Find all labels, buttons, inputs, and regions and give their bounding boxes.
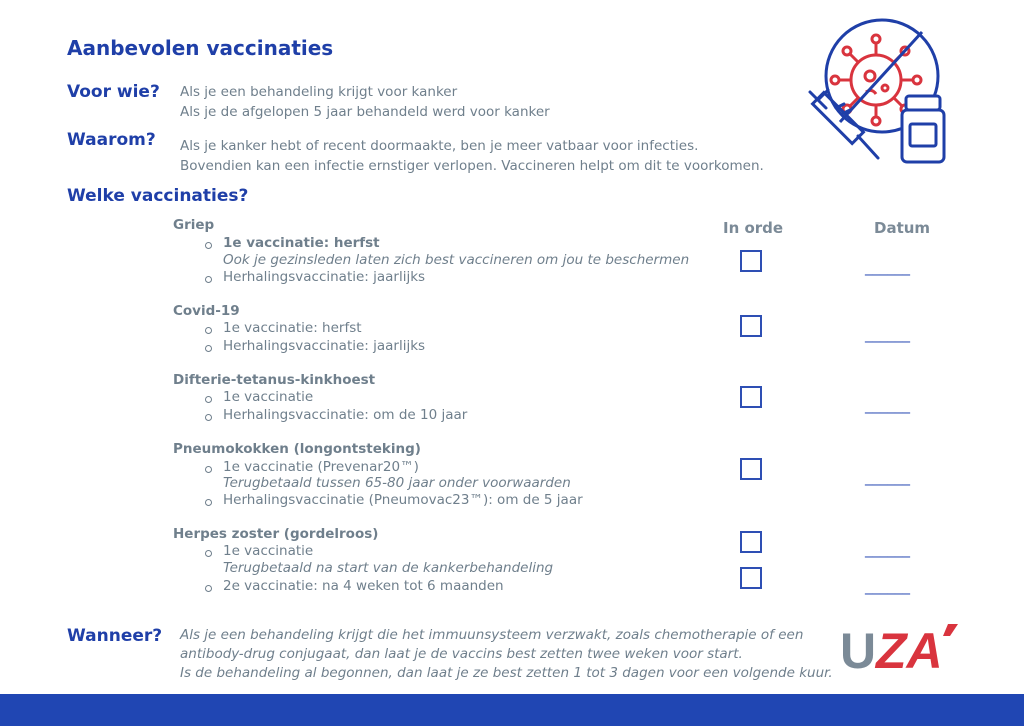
list-item: 2e vaccinatie: na 4 weken tot 6 maanden bbox=[223, 578, 504, 594]
date-field-griep[interactable]: ______ bbox=[865, 258, 910, 276]
group-title-griep: Griep bbox=[173, 217, 215, 233]
list-item: Herhalingsvaccinatie (Pneumovac23™): om de 5 jaar bbox=[223, 492, 583, 508]
uza-logo bbox=[840, 622, 960, 676]
wanneer-text bbox=[180, 626, 833, 683]
checkbox-herpes-1[interactable] bbox=[740, 531, 762, 553]
voor-wie-text bbox=[180, 82, 550, 122]
checkbox-pneumokokken[interactable] bbox=[740, 458, 762, 480]
list-item: Herhalingsvaccinatie: jaarlijks bbox=[223, 269, 426, 285]
list-item: 1e vaccinatie (Prevenar20™) bbox=[223, 459, 419, 475]
date-field-herpes-2[interactable]: ______ bbox=[865, 577, 910, 595]
voor-wie-line: Als je de afgelopen 5 jaar behandeld werd voor kanker bbox=[180, 104, 550, 120]
date-field-covid[interactable]: ______ bbox=[865, 325, 910, 343]
waarom-text bbox=[180, 136, 764, 176]
col-in-orde: In orde bbox=[723, 219, 784, 237]
wanneer-line: Als je een behandeling krijgt die het immuunsysteem verzwakt, zoals chemotherapie of een bbox=[180, 627, 804, 643]
date-field-difterie[interactable]: ______ bbox=[865, 396, 910, 414]
wanneer-label: Wanneer? bbox=[67, 626, 163, 646]
date-field-herpes-1[interactable]: ______ bbox=[865, 540, 910, 558]
footer-bar bbox=[0, 694, 1024, 726]
vaccinations-heading: Welke vaccinaties? bbox=[67, 186, 249, 206]
group-title-pneumokokken: Pneumokokken (longontsteking) bbox=[173, 441, 421, 457]
group-title-herpes: Herpes zoster (gordelroos) bbox=[173, 526, 379, 542]
list-item: 1e vaccinatie bbox=[223, 389, 314, 405]
uza-logo-text-za: ZA bbox=[876, 623, 943, 672]
list-item: Herhalingsvaccinatie: om de 10 jaar bbox=[223, 407, 468, 423]
list-item: 1e vaccinatie: herfst bbox=[223, 235, 380, 251]
voor-wie-label: Voor wie? bbox=[67, 82, 160, 102]
uza-logo-text: U bbox=[840, 623, 877, 672]
checkbox-herpes-2[interactable] bbox=[740, 567, 762, 589]
col-datum: Datum bbox=[874, 219, 931, 237]
page-title: Aanbevolen vaccinaties bbox=[67, 36, 334, 60]
group-title-covid: Covid-19 bbox=[173, 303, 240, 319]
list-item-note: Ook je gezinsleden laten zich best vaccineren om jou te beschermen bbox=[223, 252, 690, 268]
vaccine-virus-icon bbox=[800, 18, 960, 172]
list-item: 1e vaccinatie bbox=[223, 543, 314, 559]
wanneer-line: antibody-drug conjugaat, dan laat je de vaccins best zetten twee weken voor start. bbox=[180, 646, 743, 662]
list-item: 1e vaccinatie: herfst bbox=[223, 320, 362, 336]
waarom-label: Waarom? bbox=[67, 130, 156, 150]
list-item-note: Terugbetaald na start van de kankerbehandeling bbox=[223, 560, 554, 576]
checkbox-griep[interactable] bbox=[740, 250, 762, 272]
checkbox-covid[interactable] bbox=[740, 315, 762, 337]
waarom-line: Bovendien kan een infectie ernstiger verlopen. Vaccineren helpt om dit te voorkomen. bbox=[180, 158, 764, 174]
checkbox-difterie[interactable] bbox=[740, 386, 762, 408]
voor-wie-line: Als je een behandeling krijgt voor kanker bbox=[180, 84, 458, 100]
list-item-note: Terugbetaald tussen 65-80 jaar onder voorwaarden bbox=[223, 475, 571, 491]
wanneer-line: Is de behandeling al begonnen, dan laat je ze best zetten 1 tot 3 dagen voor een volgende kuur. bbox=[180, 665, 833, 681]
group-title-difterie: Difterie-tetanus-kinkhoest bbox=[173, 372, 376, 388]
date-field-pneumokokken[interactable]: ______ bbox=[865, 468, 910, 486]
waarom-line: Als je kanker hebt of recent doormaakte, ben je meer vatbaar voor infecties. bbox=[180, 138, 699, 154]
list-item: Herhalingsvaccinatie: jaarlijks bbox=[223, 338, 426, 354]
